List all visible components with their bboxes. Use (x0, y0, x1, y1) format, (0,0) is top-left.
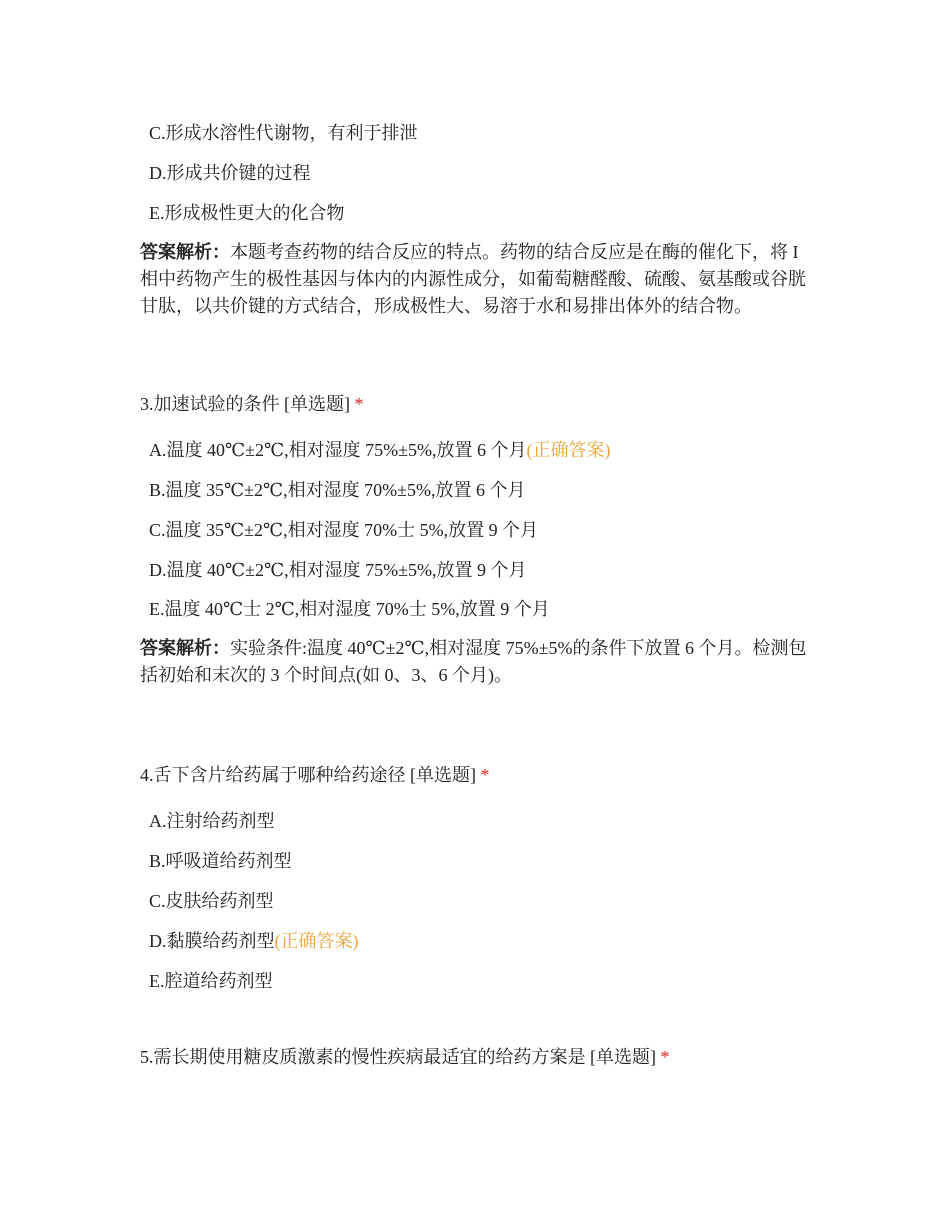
option-text: D.形成共价键的过程 (149, 163, 311, 183)
analysis-label: 答案解析： (140, 242, 230, 262)
question-text: 4.舌下含片给药属于哪种给药途径 [单选题] (140, 765, 481, 785)
q2-option-c[interactable] (149, 121, 418, 145)
q4-option-c[interactable] (149, 889, 274, 913)
q3-option-c[interactable] (149, 518, 538, 542)
question-text: 5.需长期使用糖皮质激素的慢性疾病最适宜的给药方案是 [单选题] (140, 1047, 661, 1067)
q4-option-a[interactable] (149, 809, 275, 833)
q3-title (140, 392, 364, 416)
q5-title (140, 1045, 670, 1069)
option-text: B.温度 35℃±2℃,相对湿度 70%±5%,放置 6 个月 (149, 480, 526, 500)
q3-option-a[interactable] (149, 438, 611, 462)
option-text: C.皮肤给药剂型 (149, 891, 274, 911)
q2-option-e[interactable] (149, 201, 345, 225)
required-mark: * (480, 765, 490, 785)
option-text: E.温度 40℃士 2℃,相对湿度 70%士 5%,放置 9 个月 (149, 599, 550, 619)
option-text: A.注射给药剂型 (149, 811, 275, 831)
q4-option-b[interactable] (149, 849, 292, 873)
correct-answer-tag: (正确答案) (526, 440, 611, 460)
option-text: C.形成水溶性代谢物，有利于排泄 (149, 123, 418, 143)
q2-analysis (140, 239, 812, 320)
analysis-text: 本题考查药物的结合反应的特点。药物的结合反应是在酶的催化下，将 I 相中药物产生的极性基因与体内的内源性成分，如葡萄糖醛酸、硫酸、氨基酸或谷胱甘肽，以共价键的方式结合，形成极性大、易溶于水和易排出体外的结合物。 (140, 242, 806, 316)
q3-option-b[interactable] (149, 478, 526, 502)
q3-analysis (140, 635, 812, 689)
q4-title (140, 763, 490, 787)
required-mark: * (660, 1047, 670, 1067)
option-text: E.腔道给药剂型 (149, 971, 273, 991)
option-text: A.温度 40℃±2℃,相对湿度 75%±5%,放置 6 个月 (149, 440, 527, 460)
option-text: D.温度 40℃±2℃,相对湿度 75%±5%,放置 9 个月 (149, 560, 527, 580)
option-text: D.黏膜给药剂型 (149, 931, 275, 951)
analysis-text: 实验条件:温度 40℃±2℃,相对湿度 75%±5%的条件下放置 6 个月。检测包括初始和末次的 3 个时间点(如 0、3、6 个月)。 (140, 638, 807, 685)
analysis-label: 答案解析： (140, 638, 230, 658)
option-text: B.呼吸道给药剂型 (149, 851, 292, 871)
q4-option-e[interactable] (149, 969, 273, 993)
option-text: E.形成极性更大的化合物 (149, 203, 345, 223)
question-text: 3.加速试验的条件 [单选题] (140, 394, 355, 414)
option-text: C.温度 35℃±2℃,相对湿度 70%士 5%,放置 9 个月 (149, 520, 539, 540)
required-mark: * (354, 394, 364, 414)
q3-option-d[interactable] (149, 558, 527, 582)
correct-answer-tag: (正确答案) (274, 931, 359, 951)
q3-option-e[interactable] (149, 597, 550, 621)
q4-option-d[interactable] (149, 929, 359, 953)
q2-option-d[interactable] (149, 161, 311, 185)
